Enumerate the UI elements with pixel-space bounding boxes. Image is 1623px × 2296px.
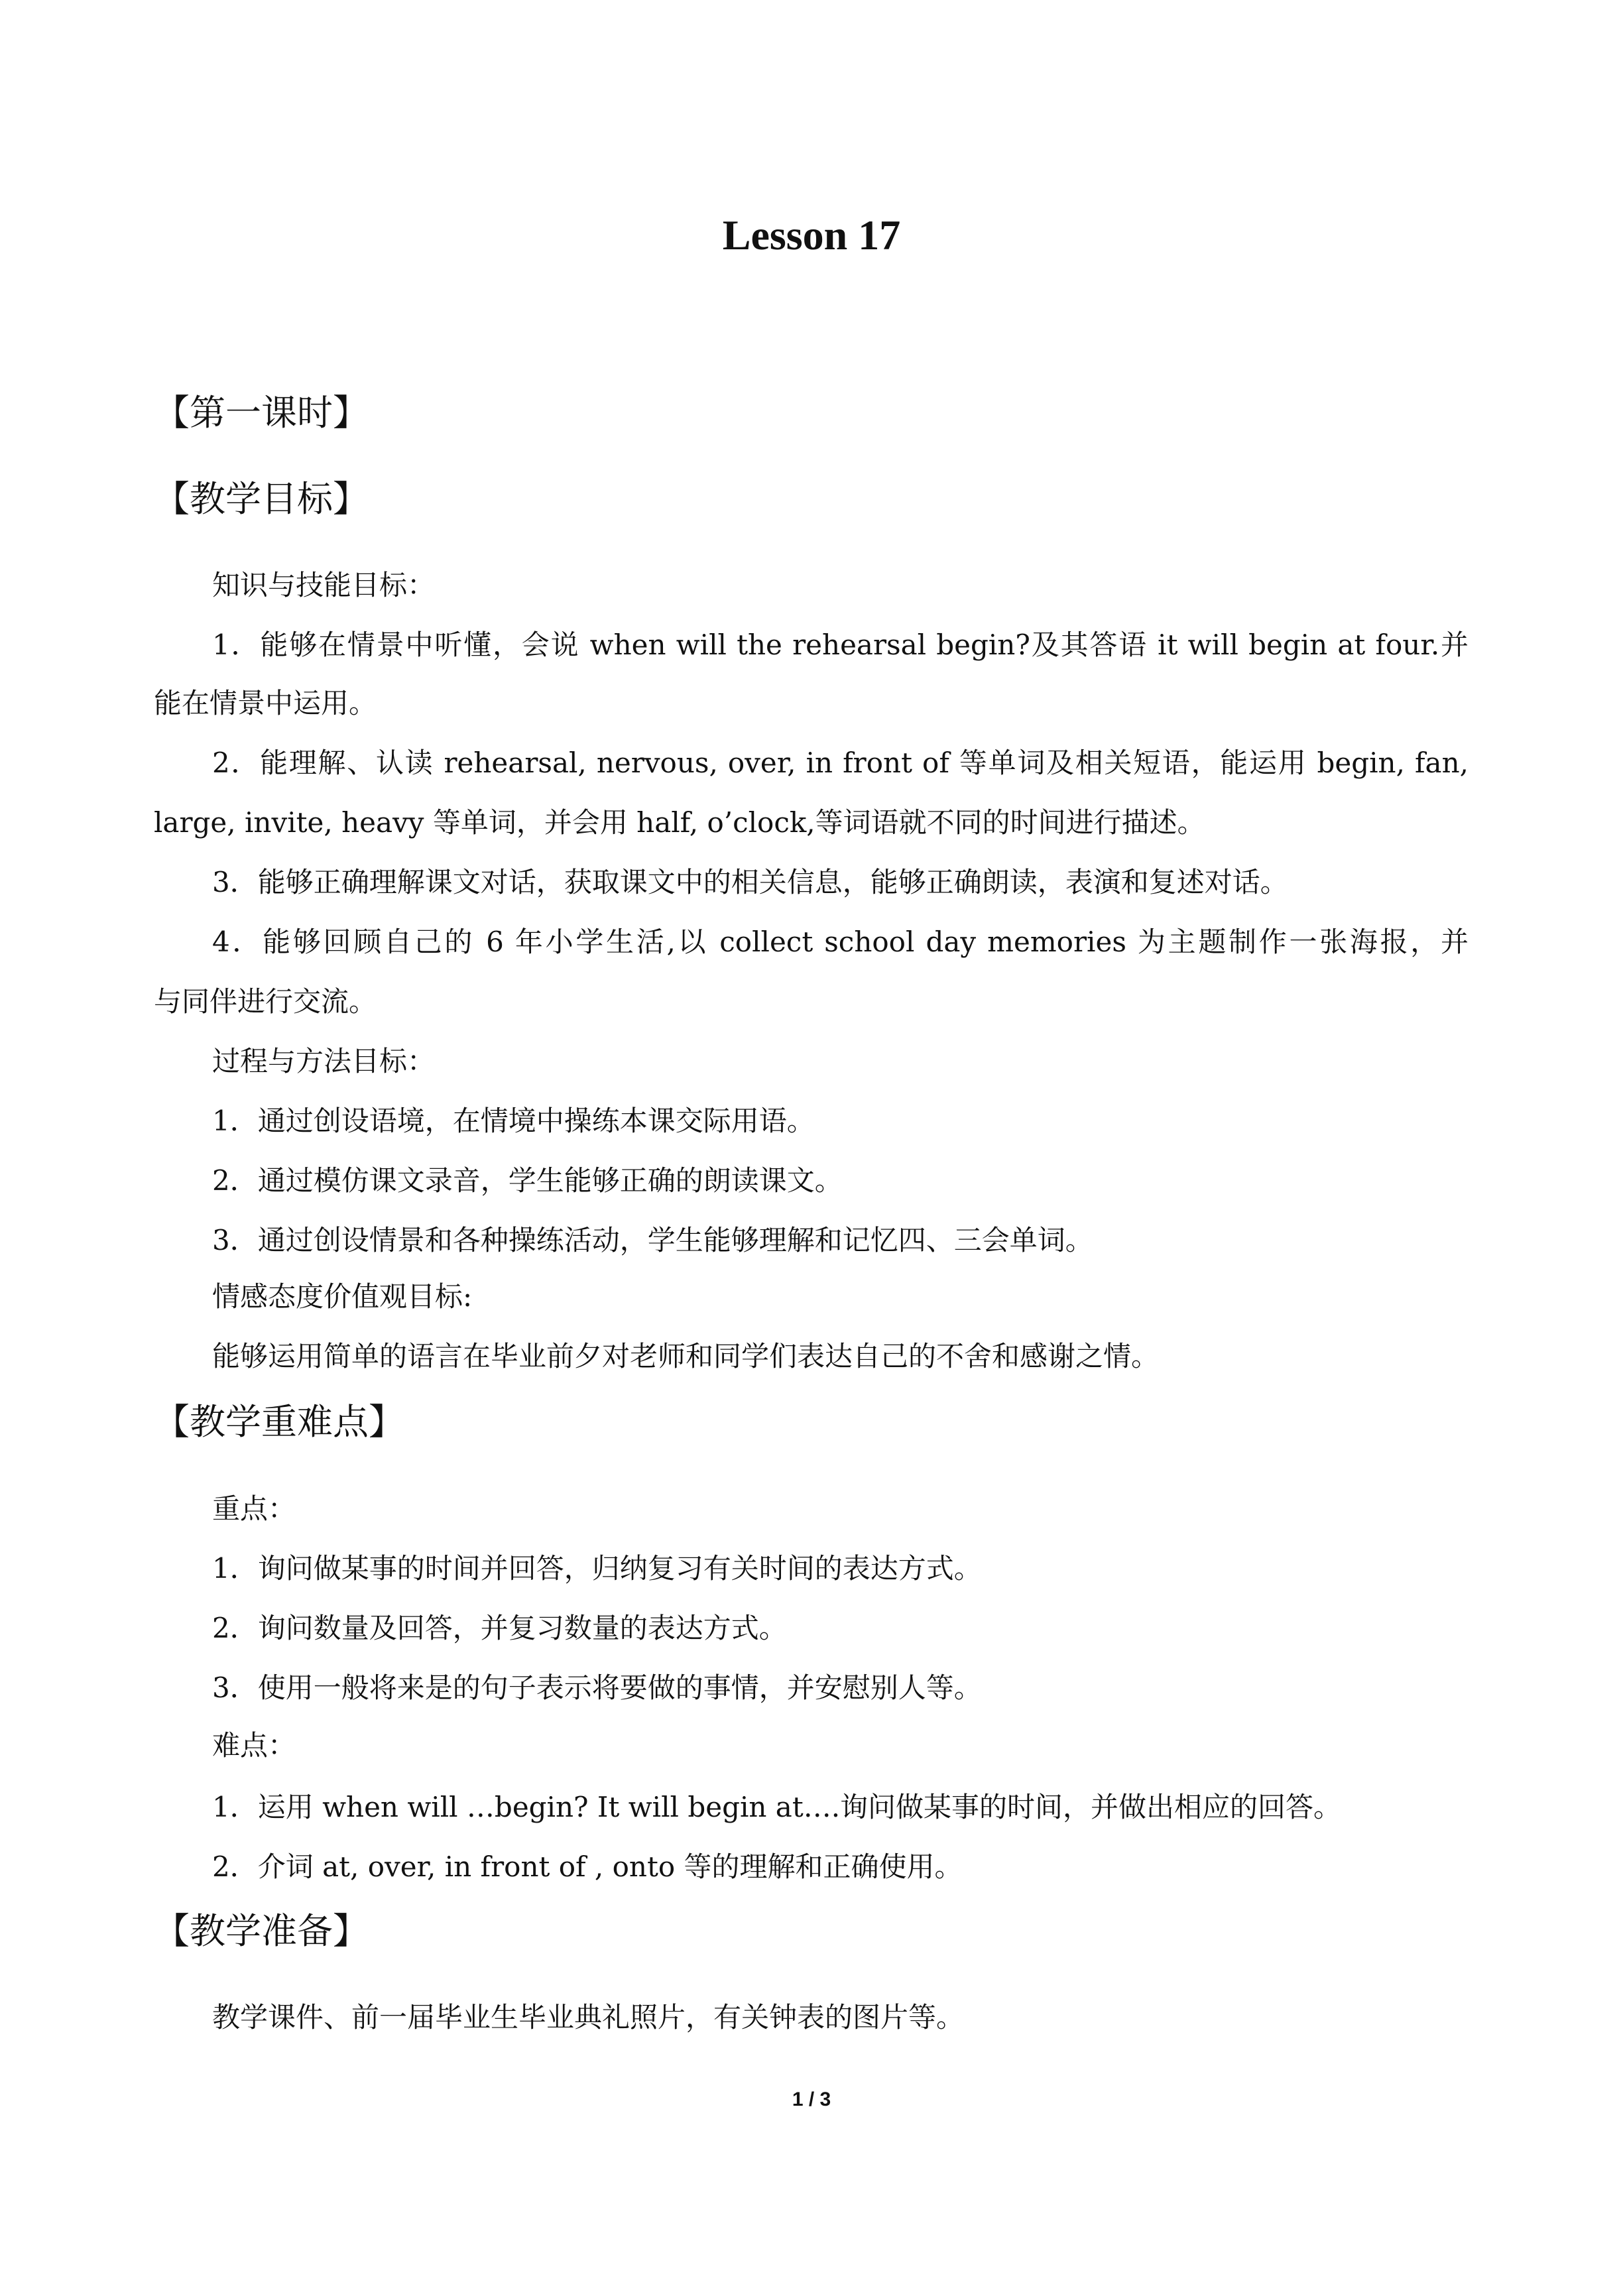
focus-f2: 2．询问数量及回答，并复习数量的表达方式。 [212,1612,787,1644]
objective-k2-line1: 2．能理解、认读 rehearsal, nervous, over, in front of 等单词及相关短语，能运用 begin, fan, [212,747,1469,779]
section-preparation: 【教学准备】 [154,1910,369,1952]
emotion-heading: 情感态度价值观目标: [212,1280,473,1313]
objective-p2: 2．通过模仿课文录音，学生能够正确的朗读课文。 [212,1164,843,1197]
difficulty-heading: 难点： [212,1729,296,1762]
section-period: 【第一课时】 [154,392,369,434]
objective-p1: 1．通过创设语境，在情境中操练本课交际用语。 [212,1105,815,1137]
difficulty-d2: 2．介词 at, over, in front of , onto 等的理解和正确使用。 [212,1850,963,1883]
preparation-text: 教学课件、前一届毕业生毕业典礼照片，有关钟表的图片等。 [212,2001,965,2033]
objective-k4-line2: 与同伴进行交流。 [154,985,377,1018]
objective-k4-line1: 4．能够回顾自己的 6 年小学生活,以 collect school day memories 为主题制作一张海报，并 [212,926,1469,958]
difficulty-d1: 1．运用 when will …begin? It will begin at….询问做某事的时间，并做出相应的回答。 [212,1791,1342,1823]
objective-k3: 3．能够正确理解课文对话，获取课文中的相关信息，能够正确朗读，表演和复述对话。 [212,866,1288,898]
section-objectives: 【教学目标】 [154,478,369,520]
objective-k1-line1: 1．能够在情景中听懂，会说 when will the rehearsal begin?及其答语 it will begin at four.并 [212,629,1469,661]
objective-k2-line2: large, invite, heavy 等单词，并会用 half, o’clock,等词语就不同的时间进行描述。 [154,806,1205,839]
objective-p3: 3．通过创设情景和各种操练活动，学生能够理解和记忆四、三会单词。 [212,1224,1093,1256]
focus-heading: 重点： [212,1492,296,1525]
knowledge-heading: 知识与技能目标： [212,569,436,601]
lesson-title: Lesson 17 [722,211,901,259]
objective-e1: 能够运用简单的语言在毕业前夕对老师和同学们表达自己的不舍和感谢之情。 [212,1340,1160,1372]
section-key-points: 【教学重难点】 [154,1401,404,1443]
objective-k1-line2: 能在情景中运用。 [154,687,377,719]
focus-f1: 1．询问做某事的时间并回答，归纳复习有关时间的表达方式。 [212,1552,982,1585]
page-number: 1 / 3 [792,2088,831,2110]
focus-f3: 3．使用一般将来是的句子表示将要做的事情，并安慰别人等。 [212,1671,982,1704]
process-heading: 过程与方法目标： [212,1045,436,1077]
